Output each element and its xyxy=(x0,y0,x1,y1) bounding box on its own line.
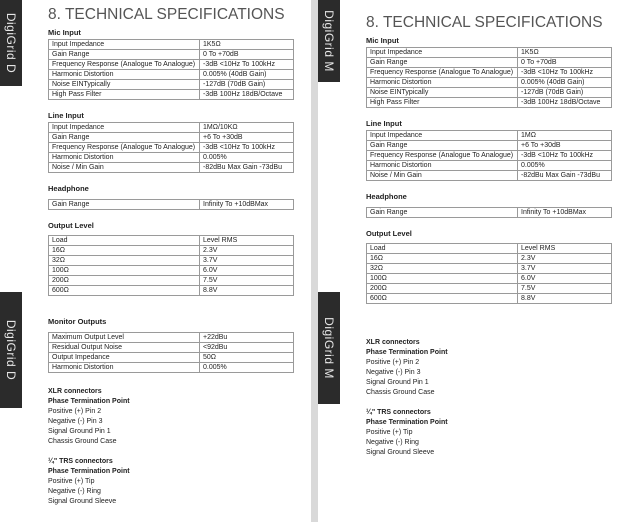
table-row xyxy=(49,90,294,100)
spec-parameter: Load xyxy=(49,236,200,246)
spec-parameter: High Pass Filter xyxy=(367,98,518,108)
spec-value: +6 To +30dB xyxy=(518,141,612,151)
spec-parameter: 16Ω xyxy=(367,254,518,264)
table-row xyxy=(367,58,612,68)
spec-parameter: Noise EINTypically xyxy=(49,80,200,90)
spec-value: 0.005% (40dB Gain) xyxy=(518,78,612,88)
spec-parameter: High Pass Filter xyxy=(49,90,200,100)
spec-parameter: Frequency Response (Analogue To Analogue) xyxy=(49,60,200,70)
spec-parameter: Output Impedance xyxy=(49,353,200,363)
table-row xyxy=(49,50,294,60)
spec-table-output xyxy=(366,243,612,304)
section-heading-mic: Mic Input xyxy=(366,36,399,45)
left-page xyxy=(0,0,311,522)
spec-value: 2.3V xyxy=(518,254,612,264)
table-row xyxy=(49,163,294,173)
table-row xyxy=(49,123,294,133)
spec-parameter: 600Ω xyxy=(49,286,200,296)
table-row xyxy=(367,171,612,181)
list-item: Signal Ground Pin 1 xyxy=(48,428,111,435)
side-tab-label: DigiGrid M xyxy=(322,10,336,72)
section-heading-line: Line Input xyxy=(48,111,84,120)
spec-value: 2.3V xyxy=(200,246,294,256)
spec-parameter: Load xyxy=(367,244,518,254)
table-row xyxy=(367,208,612,218)
section-heading-output: Output Level xyxy=(366,229,412,238)
table-row xyxy=(367,151,612,161)
section-heading-line: Line Input xyxy=(366,119,402,128)
list-item: Positive (+) Pin 2 xyxy=(366,359,420,366)
side-tab-bottom xyxy=(0,292,22,408)
list-item: Positive (+) Tip xyxy=(48,478,95,485)
spec-parameter: Noise EINTypically xyxy=(367,88,518,98)
spec-value: 1MΩ/10KΩ xyxy=(200,123,294,133)
list-item: Negative (-) Pin 3 xyxy=(366,369,421,376)
spec-value: 6.0V xyxy=(518,274,612,284)
trs-heading: ¼" TRS connectors xyxy=(48,458,113,465)
spec-value: 1MΩ xyxy=(518,131,612,141)
spec-table-output xyxy=(48,235,294,296)
list-item: Signal Ground Sleeve xyxy=(48,498,117,505)
spec-value: 3.7V xyxy=(200,256,294,266)
spec-value: -127dB (70dB Gain) xyxy=(518,88,612,98)
table-row xyxy=(367,294,612,304)
spec-value: 0 To +70dB xyxy=(200,50,294,60)
spec-parameter: Harmonic Distortion xyxy=(367,78,518,88)
spec-table-line xyxy=(48,122,294,173)
table-row xyxy=(49,143,294,153)
table-row xyxy=(367,68,612,78)
spec-value: -82dBu Max Gain -73dBu xyxy=(200,163,294,173)
page-gutter xyxy=(311,0,318,522)
table-row xyxy=(49,256,294,266)
list-item: Negative (-) Ring xyxy=(48,488,101,495)
spec-parameter: 100Ω xyxy=(49,266,200,276)
xlr-lines xyxy=(366,358,614,398)
table-row xyxy=(49,153,294,163)
spec-parameter: Noise / Min Gain xyxy=(49,163,200,173)
table-row xyxy=(49,276,294,286)
spec-table-headphone xyxy=(48,199,294,210)
section-heading-output: Output Level xyxy=(48,221,94,230)
spec-table-mic xyxy=(366,47,612,108)
table-row xyxy=(367,141,612,151)
spec-value: +22dBu xyxy=(200,333,294,343)
table-row xyxy=(367,78,612,88)
spec-value: -82dBu Max Gain -73dBu xyxy=(518,171,612,181)
side-tab-label: DigiGrid D xyxy=(4,12,18,74)
spec-value: -3dB <10Hz To 100kHz xyxy=(518,151,612,161)
side-tab-top xyxy=(0,0,22,86)
list-item: Chassis Ground Case xyxy=(366,389,435,396)
spec-parameter: Harmonic Distortion xyxy=(49,70,200,80)
spec-value: +6 To +30dB xyxy=(200,133,294,143)
spec-value: -3dB <10Hz To 100kHz xyxy=(200,60,294,70)
spec-parameter: Harmonic Distortion xyxy=(49,153,200,163)
table-row xyxy=(367,254,612,264)
spec-value: 8.8V xyxy=(200,286,294,296)
spec-parameter: Input Impedance xyxy=(49,123,200,133)
page-title: 8. TECHNICAL SPECIFICATIONS xyxy=(48,6,285,23)
table-row xyxy=(49,343,294,353)
list-item: Signal Ground Pin 1 xyxy=(366,379,429,386)
spec-parameter: Frequency Response (Analogue To Analogue) xyxy=(367,68,518,78)
spec-parameter: Harmonic Distortion xyxy=(367,161,518,171)
spec-value: -3dB 100Hz 18dB/Octave xyxy=(518,98,612,108)
right-page xyxy=(318,0,626,522)
table-row xyxy=(49,266,294,276)
table-row xyxy=(49,246,294,256)
spec-parameter: Gain Range xyxy=(367,141,518,151)
spec-value: 1K5Ω xyxy=(200,40,294,50)
spec-value: -3dB <10Hz To 100kHz xyxy=(200,143,294,153)
table-row xyxy=(49,70,294,80)
spec-value: -3dB <10Hz To 100kHz xyxy=(518,68,612,78)
list-item: Positive (+) Pin 2 xyxy=(48,408,102,415)
spec-parameter: 16Ω xyxy=(49,246,200,256)
section-heading-headphone: Headphone xyxy=(48,184,89,193)
spec-content xyxy=(366,14,614,458)
spec-content xyxy=(48,6,299,507)
table-row xyxy=(49,333,294,343)
trs-subheading: Phase Termination Point xyxy=(366,419,448,426)
table-row xyxy=(367,244,612,254)
spec-value: 7.5V xyxy=(200,276,294,286)
table-row xyxy=(367,274,612,284)
spec-parameter: Frequency Response (Analogue To Analogue) xyxy=(367,151,518,161)
table-row xyxy=(367,98,612,108)
table-row xyxy=(367,161,612,171)
section-heading-mic: Mic Input xyxy=(48,28,81,37)
spec-value: 7.5V xyxy=(518,284,612,294)
table-row xyxy=(49,200,294,210)
spec-parameter: Gain Range xyxy=(49,133,200,143)
spec-value: 0.005% (40dB Gain) xyxy=(200,70,294,80)
page-title: 8. TECHNICAL SPECIFICATIONS xyxy=(366,14,603,31)
side-tab-label: DigiGrid M xyxy=(322,317,336,379)
spec-parameter: 200Ω xyxy=(367,284,518,294)
table-row xyxy=(367,264,612,274)
xlr-heading: XLR connectors xyxy=(48,388,102,395)
section-heading-headphone: Headphone xyxy=(366,192,407,201)
side-tab-top xyxy=(318,0,340,82)
spec-value: 1K5Ω xyxy=(518,48,612,58)
spec-value: 50Ω xyxy=(200,353,294,363)
table-row xyxy=(367,131,612,141)
spec-parameter: Frequency Response (Analogue To Analogue) xyxy=(49,143,200,153)
table-row xyxy=(367,48,612,58)
spec-parameter: 32Ω xyxy=(367,264,518,274)
trs-subheading: Phase Termination Point xyxy=(48,468,130,475)
spec-value: -127dB (70dB Gain) xyxy=(200,80,294,90)
spec-table-headphone xyxy=(366,207,612,218)
spec-value: Level RMS xyxy=(200,236,294,246)
spec-parameter: Harmonic Distortion xyxy=(49,363,200,373)
spec-parameter: Input Impedance xyxy=(367,48,518,58)
spec-value: 0.005% xyxy=(200,153,294,163)
spec-parameter: 200Ω xyxy=(49,276,200,286)
table-row xyxy=(367,88,612,98)
xlr-subheading: Phase Termination Point xyxy=(366,349,448,356)
table-row xyxy=(49,80,294,90)
table-row xyxy=(49,363,294,373)
spec-value: Infinity To +10dBMax xyxy=(200,200,294,210)
section-heading-monitor: Monitor Outputs xyxy=(48,317,107,326)
spec-table-line xyxy=(366,130,612,181)
list-item: Positive (+) Tip xyxy=(366,429,413,436)
table-row xyxy=(49,286,294,296)
spec-table-monitor xyxy=(48,332,294,373)
spec-parameter: Maximum Output Level xyxy=(49,333,200,343)
spec-value: 6.0V xyxy=(200,266,294,276)
spec-parameter: Gain Range xyxy=(49,50,200,60)
list-item: Negative (-) Pin 3 xyxy=(48,418,103,425)
list-item: Signal Ground Sleeve xyxy=(366,449,435,456)
spec-value: Infinity To +10dBMax xyxy=(518,208,612,218)
xlr-lines xyxy=(48,407,299,447)
list-item: Chassis Ground Case xyxy=(48,438,117,445)
side-tab-bottom xyxy=(318,292,340,404)
list-item: Negative (-) Ring xyxy=(366,439,419,446)
spec-value: Level RMS xyxy=(518,244,612,254)
spec-parameter: 32Ω xyxy=(49,256,200,266)
xlr-subheading: Phase Termination Point xyxy=(48,398,130,405)
trs-lines xyxy=(48,477,299,507)
spec-value: 0 To +70dB xyxy=(518,58,612,68)
spec-value: <92dBu xyxy=(200,343,294,353)
spec-value: -3dB 100Hz 18dB/Octave xyxy=(200,90,294,100)
spec-parameter: Input Impedance xyxy=(367,131,518,141)
spec-value: 8.8V xyxy=(518,294,612,304)
spec-parameter: Gain Range xyxy=(49,200,200,210)
table-row xyxy=(367,284,612,294)
spec-value: 0.005% xyxy=(518,161,612,171)
table-row xyxy=(49,353,294,363)
trs-heading: ¼" TRS connectors xyxy=(366,409,431,416)
table-row xyxy=(49,60,294,70)
spec-parameter: Input Impedance xyxy=(49,40,200,50)
spec-parameter: Noise / Min Gain xyxy=(367,171,518,181)
spec-parameter: Residual Output Noise xyxy=(49,343,200,353)
spec-table-mic xyxy=(48,39,294,100)
table-row xyxy=(49,236,294,246)
spec-parameter: Gain Range xyxy=(367,208,518,218)
spec-value: 3.7V xyxy=(518,264,612,274)
spec-value: 0.005% xyxy=(200,363,294,373)
table-row xyxy=(49,133,294,143)
side-tab-label: DigiGrid D xyxy=(4,319,18,381)
spec-parameter: 100Ω xyxy=(367,274,518,284)
spec-parameter: 600Ω xyxy=(367,294,518,304)
trs-lines xyxy=(366,428,614,458)
xlr-heading: XLR connectors xyxy=(366,339,420,346)
spec-parameter: Gain Range xyxy=(367,58,518,68)
table-row xyxy=(49,40,294,50)
